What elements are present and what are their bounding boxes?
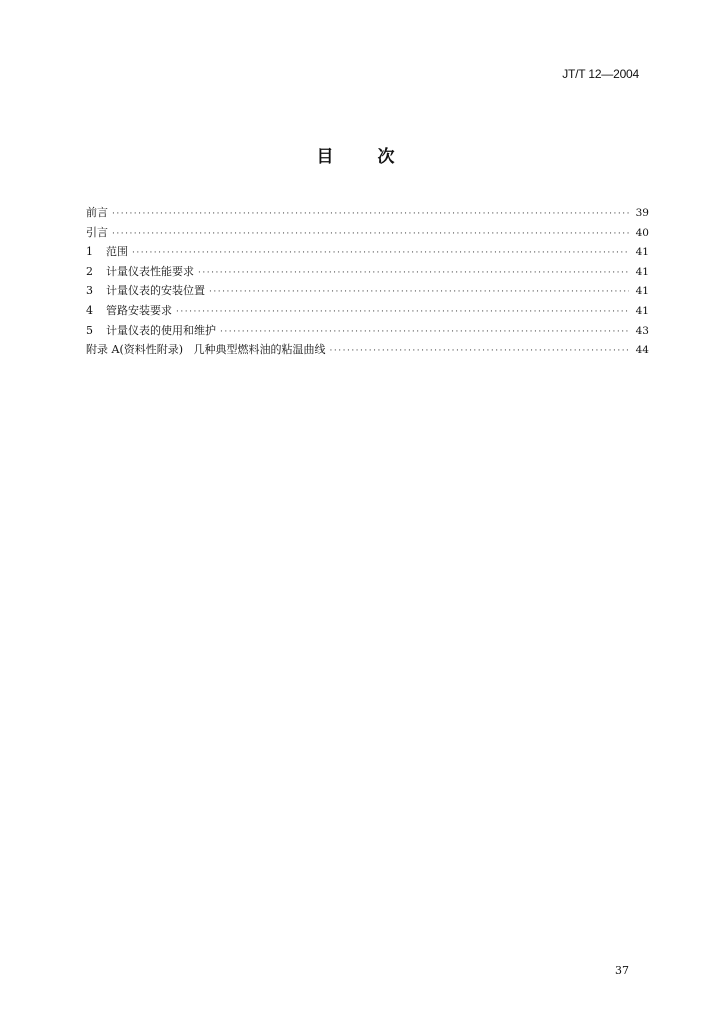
toc-title-char: 目 xyxy=(316,147,334,167)
toc-title xyxy=(0,142,711,167)
standard-code: JT/T 12—2004 xyxy=(562,67,639,81)
toc-entry-label: 附录 A(资料性附录) 几种典型燃料油的粘温曲线 xyxy=(86,343,326,357)
toc-entry-label: 管路安装要求 xyxy=(106,303,172,317)
toc-entry-section-2[interactable] xyxy=(86,262,649,282)
toc-entry-page: 41 xyxy=(635,265,649,278)
toc-entry-page: 43 xyxy=(635,324,649,337)
toc-entry-section-5[interactable] xyxy=(86,321,649,341)
toc-entry-page: 41 xyxy=(635,304,649,317)
leader-dots xyxy=(176,303,629,323)
toc-entry-section-3[interactable] xyxy=(86,281,649,301)
page-number: 37 xyxy=(615,964,629,977)
toc-entry-label: 前言 xyxy=(86,206,108,219)
toc-entry-section-1[interactable] xyxy=(86,242,649,262)
toc-entry-number: 3 xyxy=(86,284,93,298)
toc-entry-number: 1 xyxy=(86,245,93,259)
toc-entry-page: 44 xyxy=(635,344,649,357)
toc-entry-label: 计量仪表的使用和维护 xyxy=(106,323,216,337)
toc-entry-number: 4 xyxy=(86,303,93,317)
toc-entry-number: 5 xyxy=(86,323,93,337)
leader-dots xyxy=(198,264,629,284)
leader-dots xyxy=(209,283,629,303)
toc-entry-appendix-a[interactable] xyxy=(86,340,649,360)
toc-entry-label: 引言 xyxy=(86,225,108,239)
toc-entry-label: 计量仪表性能要求 xyxy=(106,264,194,278)
toc-entry-label: 范围 xyxy=(106,245,128,259)
toc-list xyxy=(86,203,649,360)
leader-dots xyxy=(132,244,629,264)
toc-entry-page: 41 xyxy=(635,246,649,259)
toc-entry-label: 计量仪表的安装位置 xyxy=(106,284,205,298)
toc-entry-page: 41 xyxy=(635,285,649,298)
toc-entry-foreword[interactable] xyxy=(86,203,649,223)
leader-dots xyxy=(112,225,629,245)
leader-dots xyxy=(112,205,629,225)
toc-entry-number: 2 xyxy=(86,264,93,278)
toc-entry-page: 40 xyxy=(635,226,649,239)
toc-entry-introduction[interactable] xyxy=(86,223,649,243)
toc-entry-page: 39 xyxy=(635,207,649,219)
toc-entry-section-4[interactable] xyxy=(86,301,649,321)
leader-dots xyxy=(330,342,629,362)
toc-title-char: 次 xyxy=(377,147,395,167)
